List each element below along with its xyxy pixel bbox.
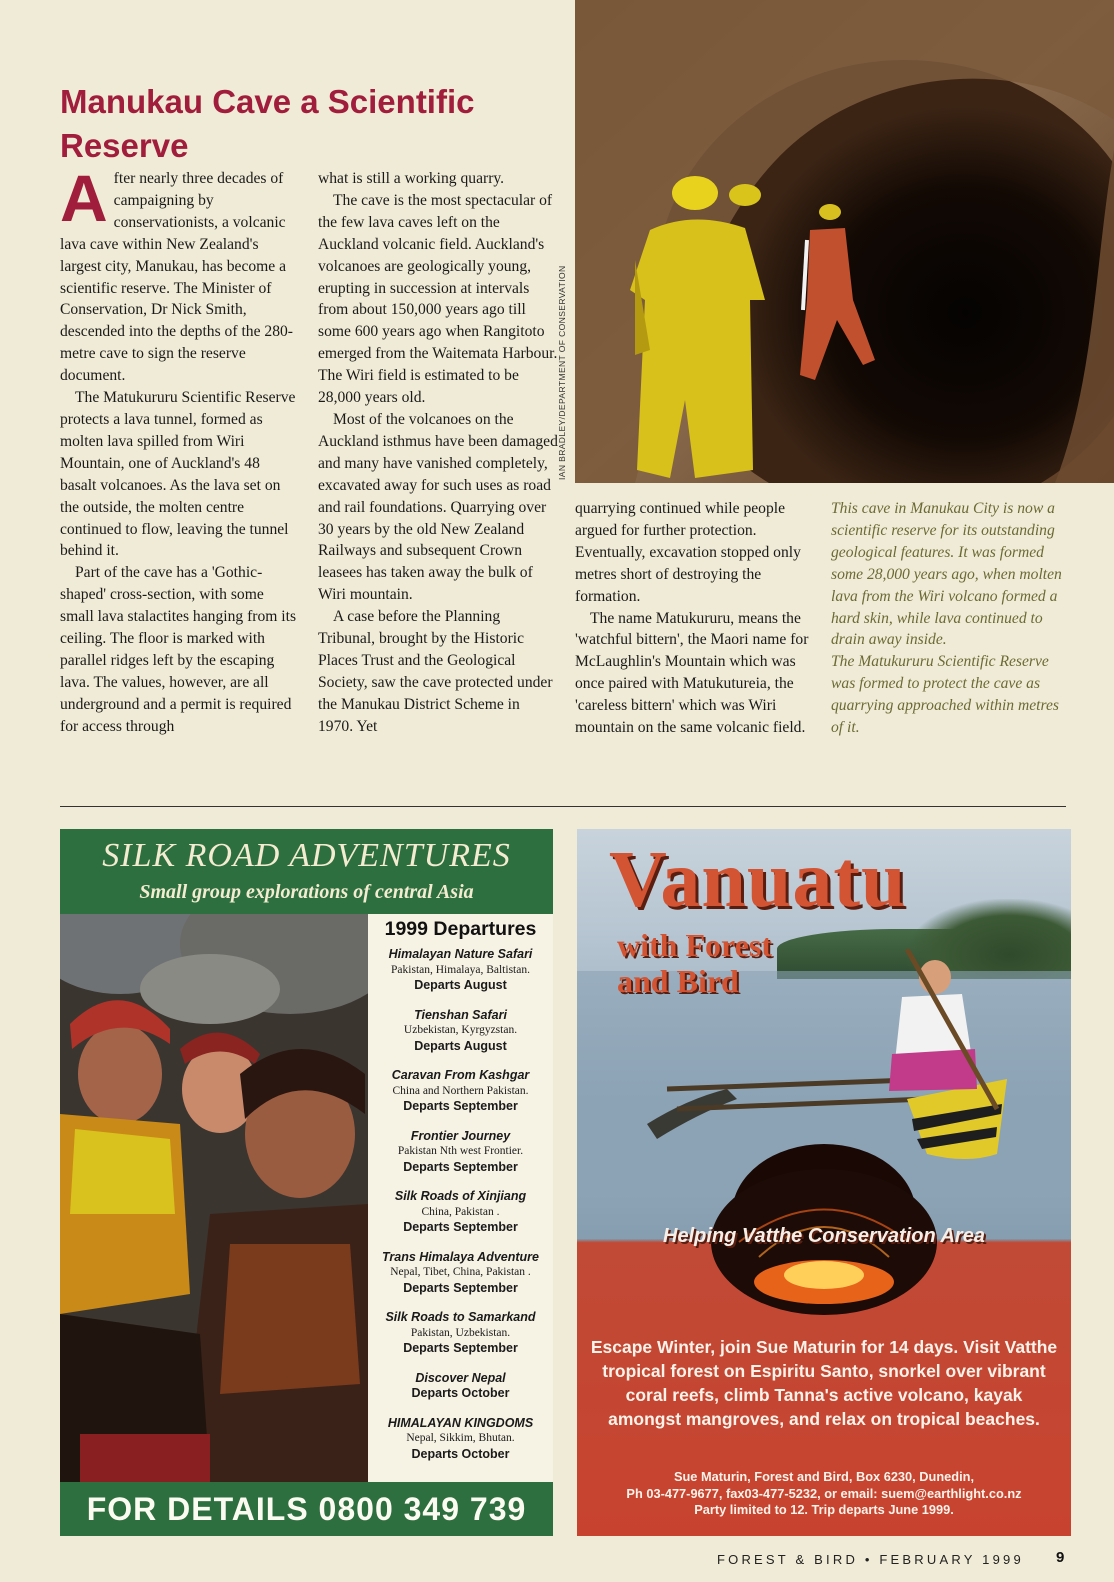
trip-name: Discover Nepal: [415, 1370, 506, 1385]
trip-departs: Departs October: [411, 1386, 510, 1400]
trip-departs: Departs September: [403, 1159, 518, 1174]
trip-places: Nepal, Tibet, China, Pakistan .: [390, 1266, 531, 1278]
trip-name: Frontier Journey: [410, 1128, 511, 1143]
trip-name: Himalayan Nature Safari: [388, 947, 533, 961]
trip-departs: Departs September: [403, 1220, 518, 1234]
trip-name: HIMALAYAN KINGDOMS: [387, 1415, 534, 1430]
section-divider: [60, 806, 1066, 807]
caption-text: The Matukururu Scientific Reserve was formed to protect the cave as quarrying approached within metres of it.: [831, 653, 1059, 737]
advert-tagline: Helping Vatthe Conservation Area: [663, 1225, 985, 1247]
children-photo-illustration: [60, 914, 368, 1482]
vanuatu-advert: [577, 829, 1071, 1536]
trip-name: Silk Roads of Xinjiang: [394, 1189, 527, 1203]
contact-line: Party limited to 12. Trip departs June 1999.: [694, 1502, 954, 1517]
trip-places: Pakistan Nth west Frontier.: [397, 1145, 524, 1157]
photo-credit: IAN BRADLEY/DEPARTMENT OF CONSERVATION: [557, 265, 567, 480]
paragraph: fter nearly three decades of campaigning by conservationists, a volcanic lava cave within New Zealand's largest city, Manukau, has become a scientific reserve. The Minister of Conservation, Dr Nick Smith, descended into the depths of the 280-metre cave to sign the reserve document.: [60, 170, 293, 385]
trip-item: [368, 1008, 553, 1055]
trip-places: Uzbekistan, Kyrgyzstan.: [403, 1024, 518, 1036]
trip-item: [368, 1310, 553, 1357]
contact-phone: FOR DETAILS 0800 349 739: [86, 1491, 527, 1527]
trip-departs: Departs September: [403, 1099, 518, 1113]
trip-places: Nepal, Sikkim, Bhutan.: [406, 1432, 515, 1444]
trip-departs: Departs September: [403, 1280, 518, 1295]
trip-name: Silk Roads to Samarkand: [385, 1310, 536, 1324]
trip-item: [368, 1129, 553, 1176]
trip-name: Caravan From Kashgar: [391, 1068, 530, 1082]
advert-title: Vanuatu: [609, 836, 907, 924]
advert-body: Escape Winter, join Sue Maturin for 14 days. Visit Vatthe tropical forest on Espiritu Santo, snorkel over vibrant coral reefs, climb Tanna's active volcano, kayak amongst mangroves, and relax on tropical beaches.: [590, 1337, 1058, 1429]
paragraph: what is still a working quarry.: [318, 170, 505, 187]
trip-item: [368, 1416, 553, 1463]
departures-heading: 1999 Departures: [384, 918, 537, 940]
trip-item: [368, 947, 553, 994]
drop-cap: A: [60, 161, 108, 235]
article-column-1: [60, 161, 298, 738]
advert-subtitle: [617, 927, 772, 999]
subtitle-line: and Bird: [617, 963, 739, 999]
cave-photo-illustration: [575, 0, 1114, 483]
trip-item: [368, 1250, 553, 1297]
trip-departs: Departs August: [414, 978, 507, 992]
page-number: 9: [1056, 1549, 1065, 1566]
article-headline: Manukau Cave a Scientific Reserve: [60, 83, 475, 164]
paragraph: quarrying continued while people argued for further protection. Eventually, excavation stopped only metres short of destroying the formation.: [575, 500, 801, 605]
advert-subtitle: Small group explorations of central Asia: [139, 881, 474, 903]
trip-item: [368, 1371, 553, 1402]
trip-departs: Departs August: [414, 1038, 507, 1053]
caption-text: This cave in Manukau City is now a scientific reserve for its outstanding geological features. It was formed some 28,000 years ago, when molten lava from the Wiri volcano formed a hard skin, while lava continued to drain away inside.: [831, 500, 1062, 649]
trip-name: Tienshan Safari: [414, 1007, 507, 1022]
trip-places: China, Pakistan .: [421, 1205, 500, 1218]
subtitle-line: with Forest: [617, 927, 772, 963]
paragraph: Part of the cave has a 'Gothic-shaped' cross-section, with some small lava stalactites hanging from its ceiling. The floor is marked with parallel ridges left by the escaping lava. The values, however, are all underground and a permit is required for access through: [60, 564, 297, 735]
trip-departs: Departs September: [403, 1341, 518, 1355]
contact-line: Sue Maturin, Forest and Bird, Box 6230, Dunedin,: [673, 1469, 975, 1484]
paragraph: The cave is the most spectacular of the few lava caves left on the Auckland volcanic field. Auckland's volcanoes are geologically young, erupting in succession at intervals from about 150,000 years ago till some 600 years ago when Rangitoto emerged from the Waitemata Harbour. The Wiri field is estimated to be 28,000 years old.: [318, 191, 558, 407]
advert-contact: [577, 1469, 1071, 1519]
trip-name: Trans Himalaya Adventure: [381, 1249, 539, 1264]
trip-places: China and Northern Pakistan.: [392, 1084, 529, 1097]
trip-item: [368, 1068, 553, 1115]
silk-road-advert: [60, 829, 553, 1536]
contact-line: Ph 03-477-9677, fax03-477-5232, or email: suem@earthlight.co.nz: [626, 1485, 1022, 1501]
trip-departs: Departs October: [411, 1446, 510, 1461]
advert-title: SILK ROAD ADVENTURES: [102, 837, 511, 874]
article-column-2: [318, 168, 558, 738]
paragraph: The name Matukururu, means the 'watchful bittern', the Maori name for McLaughlin's Mountain which was once paired with Matukutureia, the 'careless bittern' which was Wiri mountain on the same volcanic field.: [575, 609, 809, 737]
publication-footer: FOREST & BIRD • FEBRUARY 1999: [717, 1552, 1024, 1567]
photo-caption: [831, 498, 1071, 739]
children-photo: [60, 914, 368, 1482]
paragraph: Most of the volcanoes on the Auckland isthmus have been damaged and many have vanished completely, excavated away for such uses as road and rail foundations. Quarrying over 30 years by the old New Zealand Railways and subsequent Crown leasees has taken away the bulk of Wiri mountain.: [318, 410, 558, 604]
paragraph: The Matukururu Scientific Reserve protects a lava tunnel, formed as molten lava spilled from Wiri Mountain, one of Auckland's 48 basalt volcanoes. As the lava set on the outside, the molten centre continued to flow, leaving the tunnel behind it.: [60, 389, 296, 560]
trip-places: Pakistan, Uzbekistan.: [410, 1326, 511, 1339]
trip-item: [368, 1189, 553, 1236]
trip-places: Pakistan, Himalaya, Baltistan.: [391, 963, 530, 976]
departures-panel: [368, 914, 553, 1482]
cave-photo: [575, 0, 1114, 483]
article-column-3: [575, 498, 811, 739]
paragraph: A case before the Planning Tribunal, brought by the Historic Places Trust and the Geological Society, saw the cave protected under the Manukau District Scheme in 1970. Yet: [318, 608, 553, 735]
